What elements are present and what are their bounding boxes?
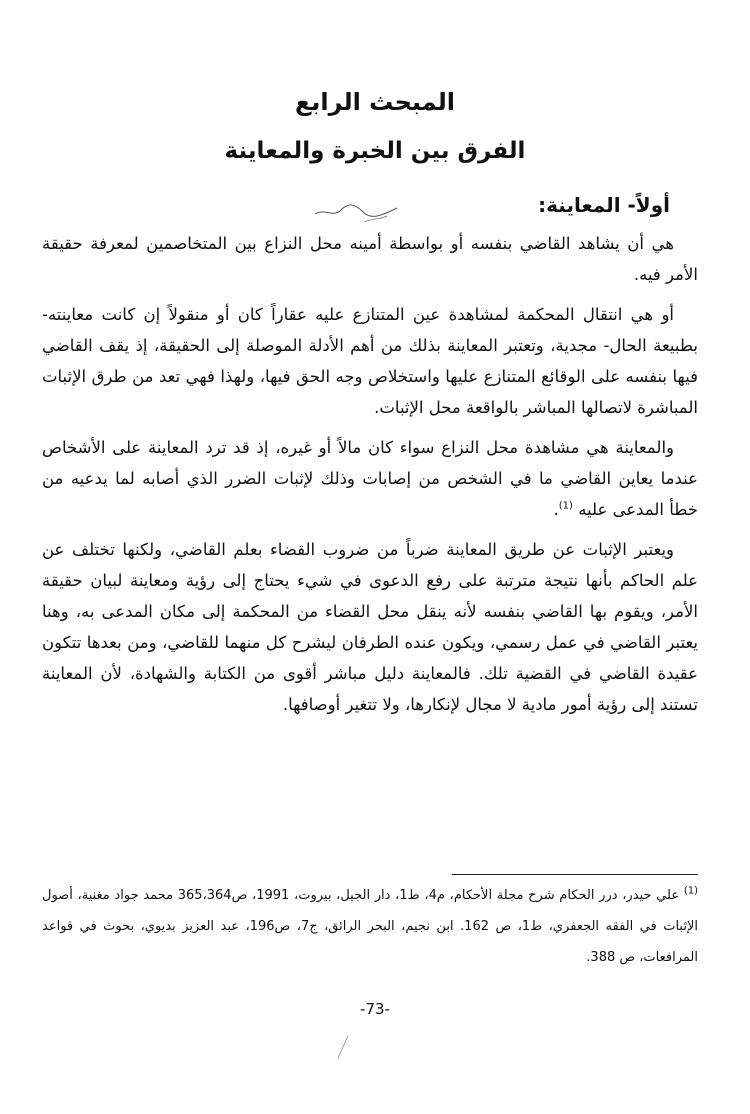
footnote-text: علي حيدر، درر الحكام شرح مجلة الأحكام، م4، ط1، دار الجيل، بيروت، 1991، ص365،364 محمد جواد مغنية، أصول الإثبات في الفقه الجعفري، ط1، ص 162. ابن نجيم، البحر الرائق، ج7، ص196، عبد العزيز بديوي، بحوث في قواعد المرافعات، ص 388. bbox=[42, 888, 699, 965]
paragraph-text: والمعاينة هي مشاهدة محل النزاع سواء كان مالاً أو غيره، إذ قد ترد المعاينة على الأشخاص عندما يعاين القاضي ما في الشخص من إصابات وذلك لإثبات الضرر الذي أصابه لما يدعيه من خطأ المدعى عليه bbox=[42, 438, 698, 519]
paragraph: والمعاينة هي مشاهدة محل النزاع سواء كان مالاً أو غيره، إذ قد ترد المعاينة على الأشخاص عندما يعاين القاضي ما في الشخص من إصابات وذلك لإثبات الضرر الذي أصابه لما يدعيه من خطأ المدعى عليه $^{(1)}$. bbox=[42, 438, 698, 519]
handwritten-scribble-icon bbox=[305, 192, 405, 232]
paragraph: ويعتبر الإثبات عن طريق المعاينة ضرباً من ضروب القضاء بعلم القاضي، ولكنها تختلف عن علم الحاكم بأنها نتيجة مترتبة على رفع الدعوى في شيء يحتاج إلى رؤية ومعاينة لبيان حقيقة الأمر، ويقوم بها القاضي بنفسه لأنه ينقل محل القضاء من المحكمة إلى مكان المدعى به، وهنا يعتبر القاضي في عمل رسمي، ويكون عنده الطرفان ليشرح كل منهما للقاضي، ومن بعدها تتكون عقيدة القاضي في القضية تلك. فالمعاينة دليل مباشر أقوى من الكتابة والشهادة، لأن المعاينة تستند إلى رؤية أمور مادية لا مجال لإنكارها، ولا تتغير أوصافها. bbox=[42, 540, 698, 714]
chapter-subtitle: الفرق بين الخبرة والمعاينة bbox=[224, 138, 526, 164]
footnote-marker: (1) bbox=[683, 885, 698, 897]
body-text bbox=[42, 228, 698, 729]
page-number: -73- bbox=[360, 1000, 390, 1018]
footnote-divider bbox=[452, 874, 698, 875]
paragraph: هي أن يشاهد القاضي بنفسه أو بواسطة أمينه محل النزاع بين المتخاصمين لمعرفة حقيقة الأمر فيه. bbox=[42, 234, 698, 284]
paragraph: أو هي انتقال المحكمة لمشاهدة عين المتنازع عليه عقاراً كان أو منقولاً إن كانت معاينته- بطبيعة الحال- مجدية، وتعتبر المعاينة بذلك من أهم الأدلة الموصلة إلى الحقيقة، إذ يقف القاضي فيها بنفسه على الوقائع المتنازع عليها واستخلاص وجه الحق فيها، ولهذا فهي تعد من طرق الإثبات المباشرة لاتصالها المباشر بالواقعة محل الإثبات. bbox=[42, 305, 698, 417]
chapter-title: المبحث الرابع bbox=[295, 88, 455, 116]
footnote-reference[interactable]: (1) bbox=[558, 500, 573, 512]
pen-mark-icon bbox=[330, 1030, 360, 1060]
section-heading: أولاً- المعاينة: bbox=[538, 193, 670, 217]
footnote bbox=[42, 880, 698, 973]
